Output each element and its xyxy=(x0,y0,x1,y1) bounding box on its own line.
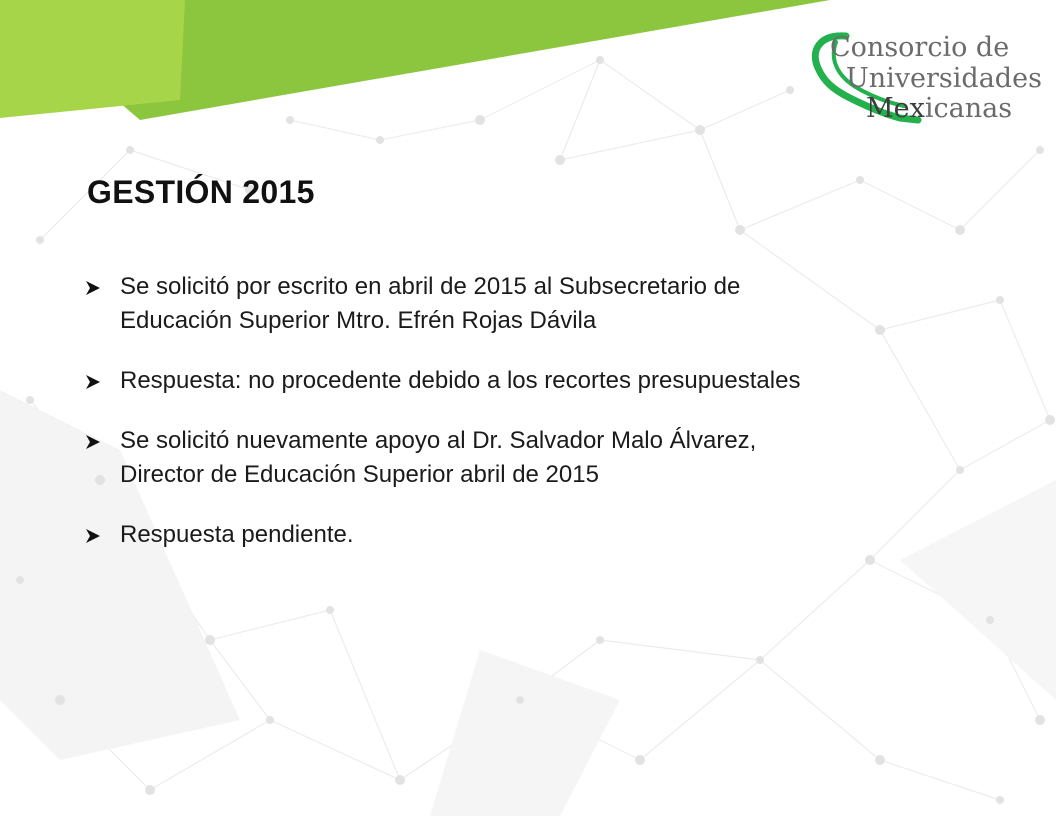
arrow-bullet-icon xyxy=(84,373,102,391)
bullet-line: Se solicitó nuevamente apoyo al Dr. Salvador Malo Álvarez, xyxy=(120,427,757,454)
bullet-line: Respuesta pendiente. xyxy=(120,521,354,548)
bullet-line: Director de Educación Superior abril de 2015 xyxy=(120,461,599,488)
bullet-item xyxy=(84,270,984,338)
arrow-bullet-icon xyxy=(84,527,102,545)
bullet-line: Educación Superior Mtro. Efrén Rojas Dávila xyxy=(120,307,597,334)
logo xyxy=(800,28,1050,128)
bullet-item xyxy=(84,364,984,398)
arrow-bullet-icon xyxy=(84,279,102,297)
bullet-list xyxy=(84,270,984,552)
slide-title: GESTIÓN 2015 xyxy=(87,174,315,210)
arrow-bullet-icon xyxy=(84,433,102,451)
bullet-item xyxy=(84,518,984,552)
bullet-item xyxy=(84,424,984,492)
logo-line-consorcio: Consorcio de xyxy=(830,32,1010,63)
bullet-line: Se solicitó por escrito en abril de 2015 al Subsecretario de xyxy=(120,273,741,300)
bullet-line: Respuesta: no procedente debido a los recortes presupuestales xyxy=(120,367,801,394)
logo-line-mexicanas: Mexicanas xyxy=(866,93,1013,124)
logo-line-universidades: Universidades xyxy=(846,63,1042,94)
